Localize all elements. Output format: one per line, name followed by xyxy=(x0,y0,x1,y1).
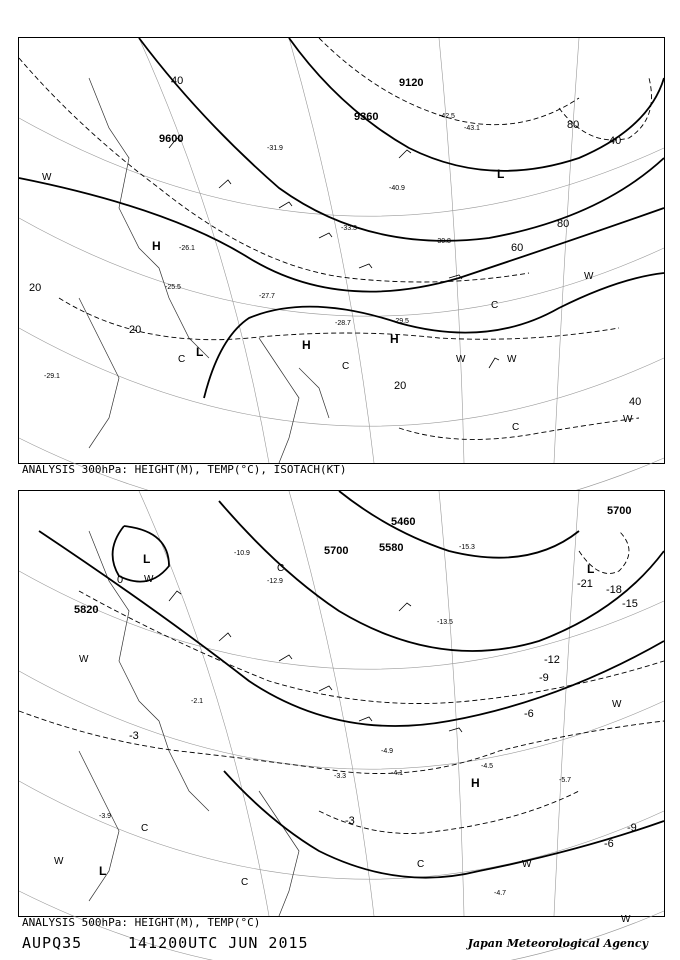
station-temp: -42.5 xyxy=(439,113,455,120)
station-temp: -15.3 xyxy=(459,544,475,551)
station-temp: -26.1 xyxy=(179,245,195,252)
isotherm-label: -3 xyxy=(129,730,139,742)
station-temp: -13.5 xyxy=(437,619,453,626)
station-temp: -10.9 xyxy=(234,550,250,557)
caption-300hpa: ANALYSIS 300hPa: HEIGHT(M), TEMP(°C), ISOTACH(KT) xyxy=(22,463,347,476)
isotherm-label: -6 xyxy=(604,838,614,850)
isotherm-label: -18 xyxy=(606,584,622,596)
height-label: 5700 xyxy=(324,545,349,557)
warm-center: W xyxy=(144,574,154,585)
isotach-label: 40 xyxy=(609,135,622,147)
height-label: 9360 xyxy=(354,111,379,123)
bulletin-code: AUPQ35 xyxy=(22,934,83,952)
station-temp: -4.7 xyxy=(494,890,507,897)
warm-center: W xyxy=(54,856,64,867)
warm-center: W xyxy=(79,654,89,665)
wind-barbs xyxy=(169,591,462,732)
warm-center: W xyxy=(522,859,532,870)
isotherm-label: -9 xyxy=(539,672,549,684)
station-temp: -3.3 xyxy=(334,773,347,780)
isotherms xyxy=(19,531,664,834)
low-center: L xyxy=(143,552,151,566)
station-temp: -33.3 xyxy=(341,225,357,232)
height-label: 5580 xyxy=(379,542,404,554)
isotherm-label: 0 xyxy=(117,574,124,586)
warm-center: W xyxy=(42,172,52,183)
warm-center: W xyxy=(612,699,622,710)
height-label: 5460 xyxy=(391,516,416,528)
warm-center: W xyxy=(507,354,517,365)
height-label: 9120 xyxy=(399,77,424,89)
station-temp: -2.1 xyxy=(191,698,204,705)
warm-center: W xyxy=(456,354,466,365)
station-temp: -43.1 xyxy=(464,125,480,132)
graticule xyxy=(19,38,664,523)
cold-center: C xyxy=(512,422,520,433)
high-center: H xyxy=(152,239,161,253)
station-temp: -5.7 xyxy=(559,777,572,784)
isotherm-label: -3 xyxy=(345,815,355,827)
station-temp: -31.9 xyxy=(267,145,283,152)
isotherm-label: -6 xyxy=(524,708,534,720)
isotach-label: 40 xyxy=(171,75,184,87)
high-center: H xyxy=(390,332,399,346)
warm-center: W xyxy=(584,271,594,282)
isotach-label: 60 xyxy=(511,242,524,254)
low-center: L xyxy=(587,562,595,576)
station-temp: -28.7 xyxy=(335,320,351,327)
map-300hpa xyxy=(19,38,664,463)
station-temp: -4.9 xyxy=(381,748,394,755)
isotach-label: 80 xyxy=(557,218,570,230)
high-center: H xyxy=(302,338,311,352)
coastline xyxy=(79,78,329,463)
isotherms xyxy=(19,38,652,439)
cold-center: C xyxy=(417,859,425,870)
high-center: H xyxy=(471,776,480,790)
cold-center: C xyxy=(491,300,499,311)
isotherm-label: -21 xyxy=(577,578,593,590)
station-temp: -29.5 xyxy=(393,318,409,325)
isotach-label: 40 xyxy=(629,396,642,408)
station-temp: -29.1 xyxy=(44,373,60,380)
height-label: 5820 xyxy=(74,604,99,616)
warm-center: W xyxy=(623,414,633,425)
chart-300hpa xyxy=(18,37,665,464)
isotherm-label: -9 xyxy=(627,822,637,834)
isotach-label: 80 xyxy=(567,119,580,131)
cold-center: C xyxy=(178,354,186,365)
low-center: L xyxy=(497,167,505,181)
low-center: L xyxy=(196,345,204,359)
station-temp: -30.8 xyxy=(435,238,451,245)
caption-500hpa: ANALYSIS 500hPa: HEIGHT(M), TEMP(°C) xyxy=(22,916,261,929)
cold-center: C xyxy=(342,361,350,372)
station-temp: -3.9 xyxy=(99,813,112,820)
station-temp: -40.9 xyxy=(389,185,405,192)
low-center: L xyxy=(99,864,107,878)
station-temp: -4.1 xyxy=(391,770,404,777)
isotherm-label: -15 xyxy=(622,598,638,610)
isotach-label: 20 xyxy=(129,324,142,336)
height-label: 5700 xyxy=(607,505,632,517)
height-label: 9600 xyxy=(159,133,184,145)
station-temp: -12.9 xyxy=(267,578,283,585)
agency-name: Japan Meteorological Agency xyxy=(467,937,648,950)
cold-center: C xyxy=(241,877,249,888)
warm-center: W xyxy=(621,914,631,925)
cold-center: C xyxy=(141,823,149,834)
isotherm-label: -12 xyxy=(544,654,560,666)
coastline xyxy=(79,531,299,916)
graticule xyxy=(19,491,664,960)
cold-center: C xyxy=(277,563,285,574)
isotach-label: 20 xyxy=(29,282,42,294)
valid-time: 141200UTC JUN 2015 xyxy=(128,934,309,952)
station-temp: -4.5 xyxy=(481,763,494,770)
isotach-label: 20 xyxy=(394,380,407,392)
station-temp: -25.5 xyxy=(165,284,181,291)
station-temp: -27.7 xyxy=(259,293,275,300)
